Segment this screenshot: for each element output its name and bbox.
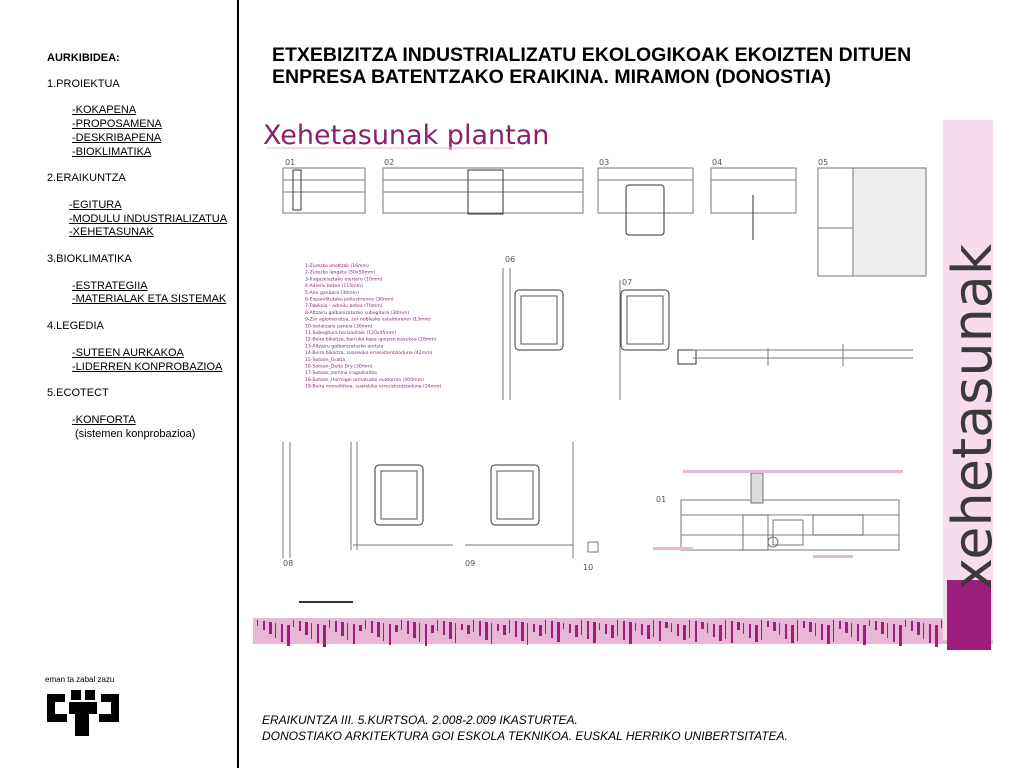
index-link[interactable]: -BIOKLIMATIKA <box>72 145 152 158</box>
legend-item: 13-Altzairu galbanizatuzko arotzia <box>305 344 384 350</box>
ehu-emblem-icon <box>45 688 121 740</box>
detail-number: 07 <box>622 278 633 287</box>
detail-number: 02 <box>384 158 395 167</box>
section-title: 1.PROIEKTUA <box>47 77 120 90</box>
legend-item: 16-Sotoan_Delta Dry (30mm) <box>305 364 373 370</box>
detail-number: 06 <box>505 255 516 264</box>
index-link[interactable]: -PROPOSAMENA <box>72 118 162 131</box>
index-link[interactable]: -SUTEEN AURKAKOA <box>72 346 184 359</box>
index-note: (sistemen konprobazioa) <box>75 427 196 440</box>
detail-number: 10 <box>583 563 594 572</box>
index-link[interactable]: -LIDERREN KONPROBAZIOA <box>72 360 223 373</box>
index-section <box>47 387 237 441</box>
footer <box>262 712 1002 744</box>
index-nav <box>47 52 237 454</box>
legend-item: 2-Zurezko langeta (50x50mm) <box>305 270 376 276</box>
section-title: 2.ERAIKUNTZA <box>47 172 126 185</box>
legend-item: 3-Iragazkiaztako mortero (10mm) <box>305 277 383 283</box>
legend-item: 7-Tabikoia - adreilu betea (70mm) <box>305 304 383 310</box>
legend-item: 8-Altzairu galbanizatuzko subegitura (30mm) <box>305 310 410 316</box>
university-logo <box>45 675 125 745</box>
legend-item: 15-Sotoan_Gralta <box>305 357 346 363</box>
index-link[interactable]: -EGITURA <box>69 198 122 211</box>
index-link[interactable]: -MODULU INDUSTRIALIZATUA <box>69 212 228 225</box>
vertical-title: xehetasunak <box>941 243 1004 590</box>
legend-item: 6-Expanditutako poliestirenoa (30mm) <box>305 297 394 303</box>
detail-number: 04 <box>712 158 723 167</box>
detail-number: 09 <box>465 559 476 568</box>
materials-legend <box>305 263 442 390</box>
legend-item: 14-Beira bikoitza, suarekiko erresistentziaduna (42mm) <box>305 351 433 357</box>
page-title <box>272 44 972 88</box>
footer-line-1: ERAIKUNTZA III. 5.KURTSOA. 2.008-2.009 IKASTURTEA. <box>262 713 578 727</box>
divider-line <box>237 0 239 768</box>
index-link[interactable]: -DESKRIBAPENA <box>72 131 162 144</box>
detail-number: 01 <box>656 495 667 504</box>
details-poster <box>253 110 1007 655</box>
legend-item: 11-Subegitura horizontala (120x45mm) <box>305 331 397 336</box>
legend-item: 5-Airo ganbara (30mm) <box>305 290 359 296</box>
poster-heading: Xehetasunak plantan <box>263 120 550 151</box>
detail-number: 05 <box>818 158 829 167</box>
index-section <box>47 172 237 240</box>
legend-item: 4-Adreilu betea (115mm) <box>305 284 363 290</box>
index-section <box>47 320 237 374</box>
index-section <box>47 253 237 307</box>
index-link[interactable]: -KOKAPENA <box>72 104 137 117</box>
index-link[interactable]: -MATERIALAK ETA SISTEMAK <box>72 293 227 306</box>
footer-line-2: DONOSTIAKO ARKITEKTURA GOI ESKOLA TEKNIKOA. EUSKAL HERRIKO UNIBERTSITATEA. <box>262 729 788 743</box>
section-title: 3.BIOKLIMATIKA <box>47 253 132 266</box>
index-sections <box>47 78 237 442</box>
index-link[interactable]: -ESTRATEGIIA <box>72 279 148 292</box>
title-line-2: ENPRESA BATENTZAKO ERAIKINA. MIRAMON (DONOSTIA) <box>272 66 831 88</box>
detail-number: 03 <box>599 158 610 167</box>
detail-number: 01 <box>285 158 296 167</box>
section-title: 5.ECOTECT <box>47 387 109 400</box>
legend-item: 19-Beira monolitikoa, suarekiko erresistentziaduna (24mm) <box>305 384 442 390</box>
title-line-1: ETXEBIZITZA INDUSTRIALIZATU EKOLOGIKOAK EKOIZTEN DITUEN <box>272 44 912 66</box>
index-heading: AURKIBIDEA: <box>47 52 120 64</box>
index-section <box>47 78 237 160</box>
legend-item: 12-Beira bikoitza, barruko kapa igorpen baxukoa (28mm) <box>305 337 437 343</box>
index-link[interactable]: -KONFORTA <box>72 413 136 426</box>
legend-item: 10-Isolatzaile panela (30mm) <box>305 324 373 330</box>
legend-item: 17-Sotoan_zamina iragazkaitza <box>305 371 377 377</box>
logo-motto: eman ta zabal zazu <box>45 675 115 684</box>
legend-item: 18-Sotoan_Hormigoi armatuzko euxtorma (400mm) <box>305 377 424 383</box>
legend-item: 9-Zur aglomeratua, zur noblesko estalduraren (13mm) <box>305 317 431 323</box>
index-link[interactable]: -XEHETASUNAK <box>69 226 154 239</box>
details-drawing <box>253 110 1007 655</box>
detail-number: 08 <box>283 559 294 568</box>
legend-item: 1-Zurezko ohołtzak (16mm) <box>305 264 369 269</box>
sidebar <box>0 0 237 768</box>
section-title: 4.LEGEDIA <box>47 320 104 333</box>
